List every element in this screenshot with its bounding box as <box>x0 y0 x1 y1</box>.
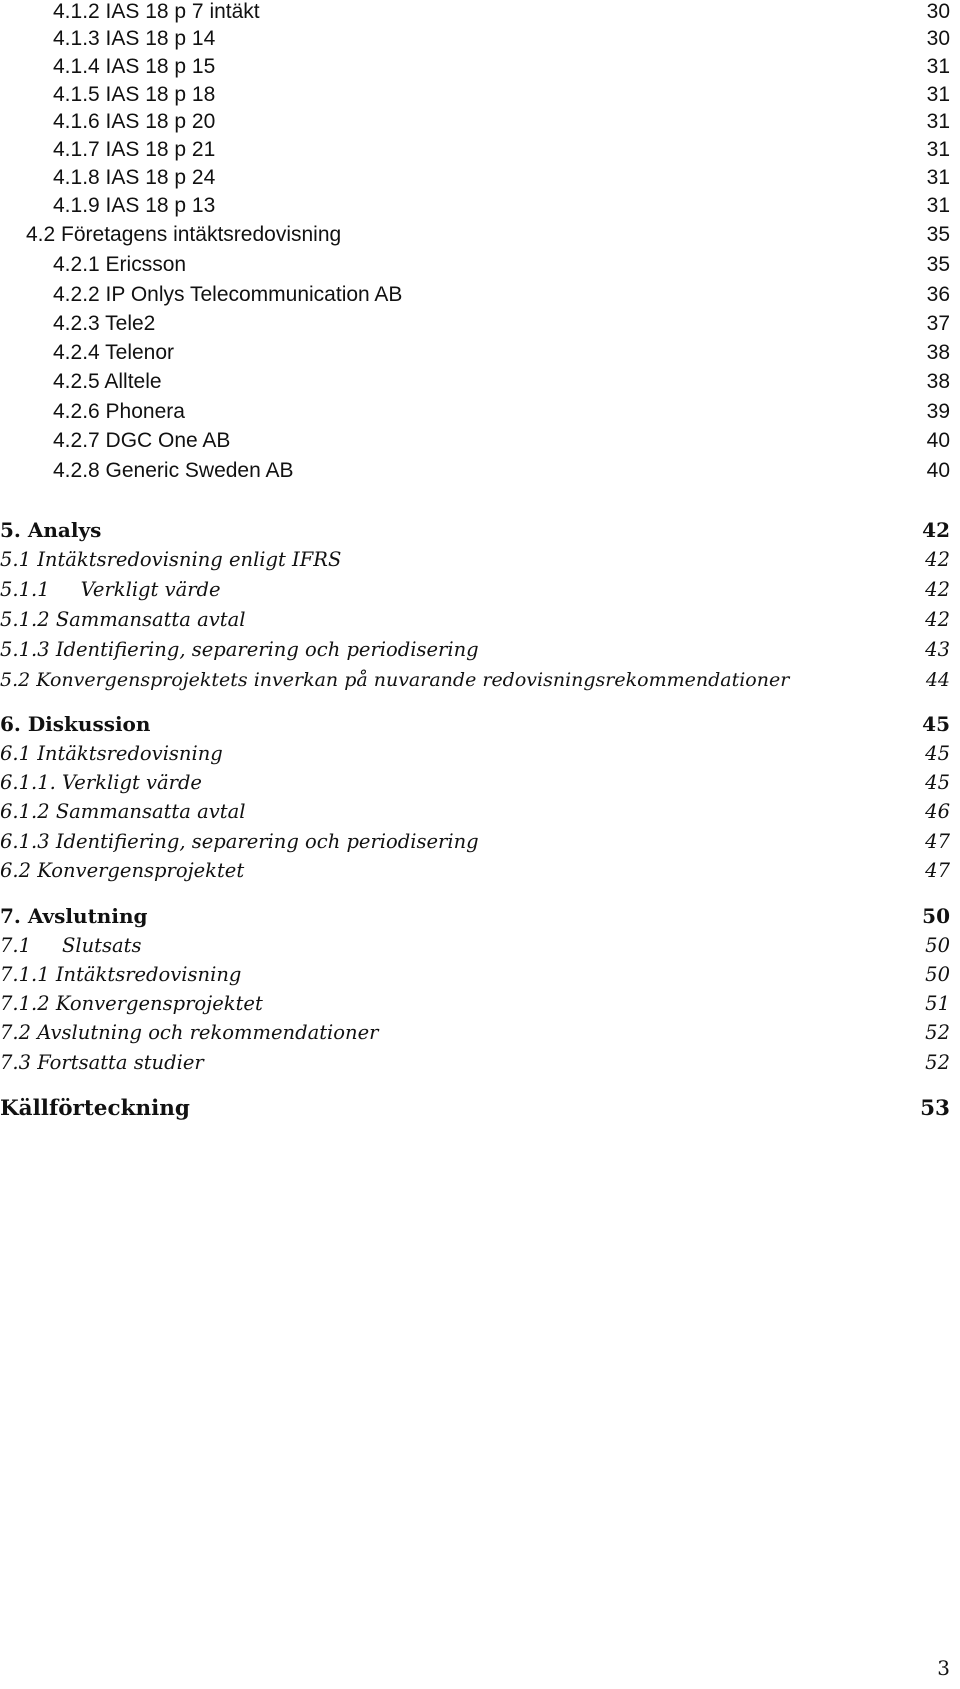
toc-entry-title: 6. Diskussion <box>0 712 151 736</box>
toc-entry-title: 7.1.1 Intäktsredovisning <box>0 963 242 986</box>
toc-entry-title: 6.1.2 Sammansatta avtal <box>0 800 246 823</box>
toc-entry-page: 31 <box>926 55 950 78</box>
toc-entry-page: 42 <box>925 578 950 601</box>
toc-entry-title: 4.2.1 Ericsson <box>53 253 187 276</box>
toc-entry-title: 6.1 Intäktsredovisning <box>0 742 223 765</box>
toc-entry-page: 43 <box>925 638 950 661</box>
toc-entry-title: 5.1.3 Identifiering, separering och periodisering <box>0 638 479 661</box>
toc-entry-page: 35 <box>926 223 950 246</box>
toc-entry[interactable] <box>53 52 950 82</box>
toc-entry[interactable] <box>53 135 950 165</box>
toc-entry[interactable] <box>0 931 950 961</box>
toc-entry-title: 6.1.3 Identifiering, separering och periodisering <box>0 830 479 853</box>
toc-entry[interactable] <box>53 338 950 368</box>
toc-chapter[interactable] <box>0 901 950 931</box>
toc-entry-title: 5.1.1 Verkligt värde <box>0 578 221 601</box>
toc-entry-title: 7.2 Avslutning och rekommendationer <box>0 1021 379 1044</box>
toc-entry-page: 50 <box>922 904 950 928</box>
toc-entry-page: 44 <box>925 669 950 691</box>
toc-entry-page: 51 <box>925 992 950 1015</box>
toc-entry-page: 47 <box>925 830 950 853</box>
toc-entry-title: 7.1 Slutsats <box>0 934 142 957</box>
toc-entry[interactable] <box>53 163 950 193</box>
toc-entry-page: 31 <box>926 166 950 189</box>
toc-chapter[interactable] <box>0 1094 950 1124</box>
toc-entry-page: 42 <box>922 518 950 542</box>
toc-entry-title: 5. Analys <box>0 518 102 542</box>
toc-entry[interactable] <box>26 220 950 250</box>
toc-entry[interactable] <box>53 250 950 280</box>
toc-entry-title: 7.3 Fortsatta studier <box>0 1051 204 1074</box>
toc-entry-page: 39 <box>926 400 950 423</box>
toc-entry[interactable] <box>53 280 950 310</box>
toc-entry-page: 31 <box>926 194 950 217</box>
toc-chapter[interactable] <box>0 515 950 545</box>
toc-entry-title: 4.2.7 DGC One AB <box>53 429 231 452</box>
toc-entry[interactable] <box>53 456 950 486</box>
toc-entry-title: 4.1.5 IAS 18 p 18 <box>53 83 216 106</box>
toc-entry-page: 30 <box>926 27 950 50</box>
toc-entry-title: 4.1.3 IAS 18 p 14 <box>53 27 216 50</box>
toc-entry-title: 4.2.3 Tele2 <box>53 312 156 335</box>
toc-entry[interactable] <box>53 107 950 137</box>
toc-entry-page: 45 <box>925 771 950 794</box>
toc-entry-title: 4.2.6 Phonera <box>53 400 185 423</box>
toc-entry-page: 50 <box>925 934 950 957</box>
toc-entry-title: 7.1.2 Konvergensprojektet <box>0 992 263 1015</box>
toc-entry[interactable] <box>53 426 950 456</box>
toc-entry-page: 38 <box>926 370 950 393</box>
toc-entry-page: 37 <box>926 312 950 335</box>
toc-entry-title: 6.1.1. Verkligt värde <box>0 771 202 794</box>
toc-entry-page: 40 <box>926 429 950 452</box>
toc-entry-title: 4.2.2 IP Onlys Telecommunication AB <box>53 283 403 306</box>
toc-entry[interactable] <box>0 768 950 798</box>
toc-entry-page: 36 <box>926 283 950 306</box>
toc-entry[interactable] <box>0 665 950 695</box>
toc-entry[interactable] <box>0 856 950 886</box>
toc-entry-title: 4.1.9 IAS 18 p 13 <box>53 194 216 217</box>
toc-entry[interactable] <box>0 545 950 575</box>
toc-entry[interactable] <box>0 575 950 605</box>
toc-entry[interactable] <box>0 1018 950 1048</box>
toc-entry[interactable] <box>53 0 950 27</box>
toc-entry-title: 4.1.7 IAS 18 p 21 <box>53 138 216 161</box>
toc-entry-page: 38 <box>926 341 950 364</box>
toc-entry-title: 7. Avslutning <box>0 904 148 928</box>
toc-entry-title: 4.2.5 Alltele <box>53 370 162 393</box>
toc-entry-title: 4.1.2 IAS 18 p 7 intäkt <box>53 0 260 23</box>
toc-entry-page: 31 <box>926 138 950 161</box>
toc-entry-page: 53 <box>920 1096 950 1121</box>
toc-entry-title: 5.1.2 Sammansatta avtal <box>0 608 246 631</box>
toc-entry-page: 52 <box>925 1051 950 1074</box>
toc-entry-title: 4.1.4 IAS 18 p 15 <box>53 55 216 78</box>
toc-entry-page: 45 <box>925 742 950 765</box>
toc-entry-page: 42 <box>925 548 950 571</box>
toc-entry-title: 5.2 Konvergensprojektets inverkan på nuvarande redovisningsrekommendationer <box>0 669 790 691</box>
toc-entry-page: 42 <box>925 608 950 631</box>
toc-entry-title: Källförteckning <box>0 1096 190 1121</box>
toc-entry-page: 52 <box>925 1021 950 1044</box>
toc-entry-title: 5.1 Intäktsredovisning enligt IFRS <box>0 548 342 571</box>
toc-entry[interactable] <box>0 635 950 665</box>
toc-entry-page: 47 <box>925 859 950 882</box>
toc-entry[interactable] <box>0 989 950 1019</box>
toc-entry-page: 35 <box>926 253 950 276</box>
toc-entry-page: 30 <box>926 0 950 23</box>
toc-entry[interactable] <box>0 1048 950 1078</box>
toc-entry[interactable] <box>53 191 950 221</box>
toc-entry[interactable] <box>0 797 950 827</box>
toc-entry[interactable] <box>53 309 950 339</box>
toc-entry[interactable] <box>53 367 950 397</box>
toc-entry-page: 31 <box>926 110 950 133</box>
toc-entry[interactable] <box>0 960 950 990</box>
toc-entry[interactable] <box>0 605 950 635</box>
toc-entry-title: 4.2.4 Telenor <box>53 341 175 364</box>
toc-entry-page: 46 <box>925 800 950 823</box>
toc-entry-page: 50 <box>925 963 950 986</box>
toc-entry[interactable] <box>53 397 950 427</box>
toc-chapter[interactable] <box>0 709 950 739</box>
toc-entry-page: 45 <box>922 712 950 736</box>
toc-entry-page: 40 <box>926 459 950 482</box>
toc-entry-page: 31 <box>926 83 950 106</box>
toc-entry[interactable] <box>53 24 950 54</box>
toc-entry-title: 4.2 Företagens intäktsredovisning <box>26 223 342 246</box>
toc-entry-title: 4.2.8 Generic Sweden AB <box>53 459 294 482</box>
toc-entry[interactable] <box>53 80 950 110</box>
toc-entry[interactable] <box>0 827 950 857</box>
toc-entry[interactable] <box>0 739 950 769</box>
toc-entry-title: 4.1.6 IAS 18 p 20 <box>53 110 216 133</box>
page-number: 3 <box>937 1656 950 1680</box>
toc-entry-title: 6.2 Konvergensprojektet <box>0 859 245 882</box>
toc-entry-title: 4.1.8 IAS 18 p 24 <box>53 166 216 189</box>
